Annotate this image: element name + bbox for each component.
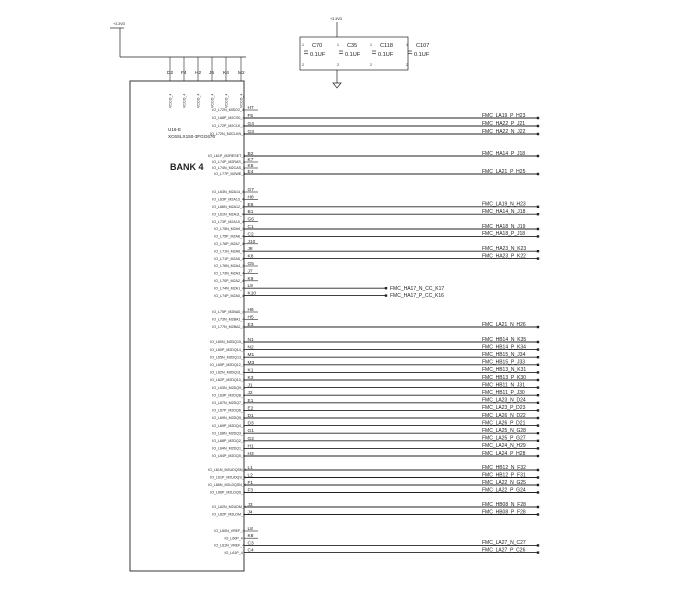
net-label: FMC_LA23_P_D23	[482, 405, 526, 412]
pin-function-label: IO_L62P_M2DQ10_4	[210, 378, 245, 383]
vcco-pin-label: VCCO_4	[182, 93, 187, 108]
net-connector-icon	[385, 287, 387, 289]
capacitor-value: 0.1UF	[414, 52, 430, 58]
net-label: FMC_HA14_P_J18	[482, 150, 526, 157]
pin-function-label: IO_L61N_VREF_4	[214, 543, 245, 548]
decoupling-capacitors	[300, 17, 430, 88]
net-connector-icon	[537, 235, 539, 237]
pin-function-label: IO_L60N_VREF_4	[214, 529, 245, 534]
pin-number: K9	[247, 276, 254, 282]
capacitor-curve-icon	[304, 53, 308, 54]
pin-number: E4	[247, 170, 254, 175]
pin-function-label: IO_L61N_M2UDQSN_4	[208, 468, 247, 473]
net-label: FMC_HB08_N_F28	[482, 501, 526, 508]
pin-number: H5	[247, 315, 254, 321]
net-label: FMC_HA17_N_CC_K17	[390, 285, 445, 292]
pin-number: G1	[247, 429, 254, 435]
net-label: FMC_LA21_N_H26	[482, 321, 526, 328]
pin-number: J10	[247, 239, 256, 245]
net-label: FMC_HB13_N_K31	[482, 367, 527, 374]
pin-function-label: IO_L67N_M2DQ7_4	[212, 401, 246, 405]
pin-number: E3	[247, 323, 254, 328]
net-label: FMC_HA18_P_J18	[482, 231, 526, 238]
pin-function-label: IO_L63N_M2A14_4	[212, 190, 245, 195]
pin-number: C4	[247, 548, 254, 554]
pin-number: K3	[247, 376, 254, 381]
vcco-pin-number: J6	[209, 71, 215, 76]
pin-function-label: IO_L60N_M2DQ15_4	[210, 340, 245, 345]
net-label: FMC_HB14_P_K34	[482, 344, 526, 351]
pin-function-label: IO_L63P_M2DQ8_4	[212, 393, 245, 398]
vcco-pin-label: VCCO_4	[210, 93, 215, 108]
net-label: FMC_LA27_P_C26	[482, 547, 526, 554]
pin-number: K8	[247, 254, 254, 260]
pin-function-label: IO_L69P_M2DQ4_4	[212, 423, 245, 428]
pin-number: E2	[247, 406, 254, 412]
net-label: FMC_HB08_P_F28	[482, 509, 526, 516]
pin-function-label: IO_L65P_M2DQ12_4	[210, 363, 245, 367]
chip-part-number: XC6SLX150-3FGG676	[168, 134, 215, 139]
net-connector-icon	[537, 125, 539, 127]
pin-function-label: IO_L75P_M2BA0_4	[212, 310, 245, 315]
pin-number: H1	[247, 444, 254, 450]
net-label: FMC_HB12_P_F31	[482, 472, 526, 479]
pin-function-label: IO_L62N_M2UDM_4	[212, 505, 246, 510]
pin-number: J1	[247, 383, 253, 389]
net-connector-icon	[537, 447, 539, 449]
capacitor-value: 0.1UF	[378, 52, 394, 58]
capacitor-ref: C118	[380, 43, 393, 49]
net-connector-icon	[537, 386, 539, 388]
pin-function-label: IO_L76P_M2A7_4	[214, 242, 244, 246]
pin-number: G7	[247, 188, 254, 193]
pin-number: K7	[247, 158, 254, 163]
net-connector-icon	[537, 326, 539, 328]
vcco-pin-number: H2	[195, 71, 202, 76]
pin-number: L9	[247, 284, 253, 290]
net-connector-icon	[537, 257, 539, 259]
net-connector-icon	[537, 379, 539, 381]
net-label: FMC_HA23_P_K22	[482, 253, 526, 260]
pin-function-label: IO_L75P_M2A8_4	[214, 234, 244, 239]
net-connector-icon	[537, 484, 539, 486]
capacitor-curve-icon	[339, 53, 343, 54]
vcco-pin-number: F4	[181, 71, 187, 76]
capacitor-curve-icon	[408, 53, 412, 54]
net-label: FMC_HA18_N_J19	[482, 223, 526, 230]
net-connector-icon	[537, 364, 539, 366]
pin-number: K1	[247, 368, 254, 374]
pin-function-label: IO_L62N_M2DQ11_4	[210, 370, 245, 375]
pin-number: M3	[247, 360, 255, 366]
net-label: FMC_HB11_N_J31	[482, 382, 525, 389]
vcco-pin-number: M2	[238, 71, 245, 76]
pin-number: J2	[247, 391, 253, 397]
ground-icon	[333, 83, 341, 88]
net-label: FMC_LA27_N_C27	[482, 540, 526, 547]
net-label: FMC_HA22_N_J22	[482, 128, 526, 135]
net-label: FMC_LA19_N_H23	[482, 201, 526, 208]
pin-function-label: IO_L74P_M2A0_4	[214, 293, 244, 298]
pin-function-label: IO_L74N_M2A1_4	[214, 286, 245, 291]
capacitor-pin2: 2	[406, 63, 408, 67]
pin-function-label: IO_L61P_4	[224, 550, 243, 555]
net-connector-icon	[537, 432, 539, 434]
pin-number: J8	[247, 247, 253, 253]
pin-number: N2	[247, 345, 254, 351]
pin-function-label: IO_L71N_M2A6_4	[214, 249, 245, 254]
pin-function-label: IO_L69N_M2DQ5_4	[212, 416, 246, 421]
pin-number: N1	[247, 338, 254, 343]
capacitor-pin2: 2	[302, 63, 304, 67]
pin-function-label: IO_L70P_M2A2_4	[214, 279, 244, 283]
pin-number: B1	[247, 210, 254, 216]
net-connector-icon	[537, 117, 539, 119]
pin-function-label: IO_L61P_M2RESET_4	[208, 154, 246, 159]
pin-function-label: IO_L68P_M2CS0_4	[212, 116, 245, 121]
pin-number: H3	[247, 452, 254, 457]
pin-number: K8	[247, 534, 254, 540]
pin-number: C1	[247, 225, 254, 230]
pin-function-label: IO_L66P_M2LDQS_4	[210, 490, 246, 495]
net-label: FMC_LA25_P_G27	[482, 435, 526, 442]
vcco-pins	[167, 57, 245, 108]
net-label: FMC_HB12_N_F32	[482, 464, 526, 471]
net-label: FMC_LA26_N_D22	[482, 412, 526, 419]
net-label: FMC_LA24_P_H28	[482, 450, 526, 457]
net-label: FMC_LA23_N_D24	[482, 397, 526, 404]
net-connector-icon	[537, 348, 539, 350]
pin-number: C2	[247, 232, 254, 238]
net-connector-icon	[537, 341, 539, 343]
pin-function-label: IO_L61N_M2A11_4	[212, 212, 244, 217]
pin-function-label: IO_L60P_M2DQ14_4	[210, 347, 245, 352]
pin-function-label: IO_L68P_M2DQ2_4	[212, 439, 245, 443]
capacitor-ref: C107	[416, 43, 430, 49]
net-connector-icon	[537, 133, 539, 135]
chip-refdes: U16-E	[168, 127, 182, 132]
net-label: FMC_HB14_N_K35	[482, 336, 527, 343]
vcco-pin-number: D2	[167, 71, 174, 76]
pin-function-label: IO_L63P_M2A13_4	[212, 197, 244, 202]
pin-function-label: IO_L64N_M2DQ1_4	[212, 446, 246, 451]
pin-function-label: IO_L76N_M2A4_4	[214, 264, 245, 269]
pin-number: E1	[247, 398, 254, 404]
net-label: FMC_LA22_P_G24	[482, 487, 526, 494]
pin-function-label: IO_L77P_M2WE_4	[214, 172, 246, 177]
net-label: FMC_HA22_P_J21	[482, 120, 526, 127]
pin-number: F3	[247, 488, 254, 494]
vcco-pin-label: VCCO_4	[239, 93, 244, 108]
pin-function-label: IO_L64P_M2DQ0_4	[212, 454, 245, 459]
capacitor-pin1: 1	[370, 43, 372, 47]
capacitor-ref: C35	[347, 43, 358, 49]
pin-number: G5	[247, 262, 254, 267]
pin-number: D3	[247, 421, 254, 427]
pin-function-label: IO_L73P_M2A10_4	[212, 219, 244, 224]
net-connector-icon	[537, 491, 539, 493]
bank-label: BANK 4	[170, 162, 204, 172]
net-connector-icon	[537, 455, 539, 457]
net-label: FMC_HB15_P_J33	[482, 359, 526, 366]
capacitor-pin2: 2	[370, 63, 372, 67]
net-connector-icon	[537, 513, 539, 515]
pin-function-label: IO_L67P_M2DQ6_4	[212, 408, 245, 413]
net-label: FMC_LA21_P_H25	[482, 168, 526, 175]
net-connector-icon	[537, 402, 539, 404]
pin-function-label: IO_L73N_M2BA1_4	[212, 317, 245, 322]
bank-supply-label: +3.3VD	[113, 22, 126, 26]
pin-function-label: IO_L62P_M2LDM_4	[212, 512, 246, 517]
pin-number: G3	[247, 130, 254, 135]
vcco-pin-label: VCCO_4	[224, 93, 229, 108]
vcco-pin-number: K4	[223, 71, 229, 76]
pin-number: D1	[247, 414, 254, 419]
net-label: FMC_HB13_P_K30	[482, 374, 526, 381]
pin-function-label: IO_L66N_M2A12_4	[212, 205, 245, 209]
pin-number: J4	[247, 510, 253, 516]
net-label: FMC_HA23_N_K23	[482, 246, 527, 252]
net-connector-icon	[537, 409, 539, 411]
capacitor-pin1: 1	[302, 43, 304, 47]
net-connector-icon	[537, 476, 539, 478]
pin-number: F1	[247, 481, 254, 486]
pin-function-label: IO_L72P_M2CLK_4	[212, 124, 245, 129]
cap-supply-label: +3.3VD	[330, 17, 343, 21]
net-label: FMC_LA26_P_D21	[482, 420, 526, 427]
pin-number: H7	[247, 106, 254, 111]
net-label: FMC_LA19_P_H23	[482, 112, 526, 119]
net-connector-icon	[537, 371, 539, 373]
pin-function-label: IO_L66N_M2LDQSN_4	[208, 483, 246, 488]
pin-number: L1	[247, 466, 253, 471]
net-connector-icon	[537, 506, 539, 508]
pin-number: M1	[247, 353, 255, 359]
net-label: FMC_HA14_N_J18	[482, 209, 526, 215]
pin-function-label: IO_L74N_M2CAS_4	[212, 166, 246, 171]
net-connector-icon	[537, 173, 539, 175]
net-label: FMC_HB11_P_J30	[482, 390, 525, 396]
pin-function-label: IO_L71P_M2A5_4	[214, 256, 244, 261]
pin-function-label: IO_L61P_M2UDQS_4	[210, 475, 246, 480]
pin-number: H6	[247, 308, 254, 313]
pin-function-label: IO_L63N_M2DQ9_4	[212, 385, 246, 390]
pin-number: J3	[247, 503, 253, 508]
pin-number: K10	[247, 291, 257, 297]
pin-number: G4	[247, 122, 254, 127]
net-connector-icon	[537, 356, 539, 358]
bank-supply-rail	[110, 22, 246, 57]
net-connector-icon	[537, 206, 539, 208]
vcco-pin-label: VCCO_4	[196, 93, 201, 108]
capacitor-ref: C70	[312, 43, 323, 49]
net-label: FMC_HB15_N_J34	[482, 352, 526, 358]
net-connector-icon	[537, 440, 539, 442]
net-connector-icon	[537, 417, 539, 419]
pin-number: K6	[247, 164, 254, 169]
net-connector-icon	[537, 250, 539, 252]
net-connector-icon	[537, 213, 539, 215]
pin-number: G6	[247, 217, 254, 223]
net-connector-icon	[537, 394, 539, 396]
pin-function-label: IO_L72N_M2CLKN_4	[210, 132, 246, 137]
pin-number: B2	[247, 152, 254, 157]
capacitor-value: 0.1UF	[310, 52, 326, 58]
pin-function-label: IO_L68N_M2DQ3_4	[212, 431, 246, 436]
pin-function-label: IO_L77N_M2BA2_4	[212, 325, 245, 330]
net-label: FMC_LA25_N_G28	[482, 428, 526, 434]
net-connector-icon	[537, 155, 539, 157]
net-connector-icon	[537, 424, 539, 426]
capacitor-pin1: 1	[406, 43, 408, 47]
net-connector-icon	[537, 228, 539, 230]
pin-number: J7	[247, 269, 253, 275]
pin-rows	[208, 105, 539, 555]
net-label: FMC_LA22_N_G25	[482, 479, 526, 486]
pin-function-label: IO_L65N_M2DQ13_4	[210, 355, 245, 360]
vcco-pin-label: VCCO_4	[168, 93, 173, 108]
net-connector-icon	[537, 551, 539, 553]
pin-number: H8	[247, 195, 254, 201]
net-connector-icon	[385, 294, 387, 296]
pin-function-label: IO_L73N_M2A3_4	[214, 271, 245, 276]
net-label: FMC_LA24_N_H29	[482, 443, 526, 450]
capacitor-value: 0.1UF	[345, 52, 361, 58]
pin-number: F5	[247, 114, 254, 119]
pin-function-label: IO_L60P_4	[224, 536, 243, 541]
pin-function-label: IO_L75N_M2A9_4	[214, 227, 245, 232]
pin-number: C3	[247, 541, 254, 547]
capacitor-curve-icon	[372, 53, 376, 54]
net-connector-icon	[537, 469, 539, 471]
pin-number: E6	[247, 202, 254, 208]
net-label: FMC_HA17_P_CC_K16	[390, 293, 444, 300]
pin-number: L2	[247, 473, 253, 479]
net-connector-icon	[537, 544, 539, 546]
pin-number: L8	[247, 527, 253, 532]
capacitor-pin1: 1	[337, 43, 339, 47]
pin-function-label: IO_L74P_M2RAS_4	[212, 160, 245, 165]
pin-number: G2	[247, 436, 254, 442]
pin-function-label: IO_L72N_MISO2_4	[212, 108, 244, 113]
capacitor-pin2: 2	[337, 63, 339, 67]
